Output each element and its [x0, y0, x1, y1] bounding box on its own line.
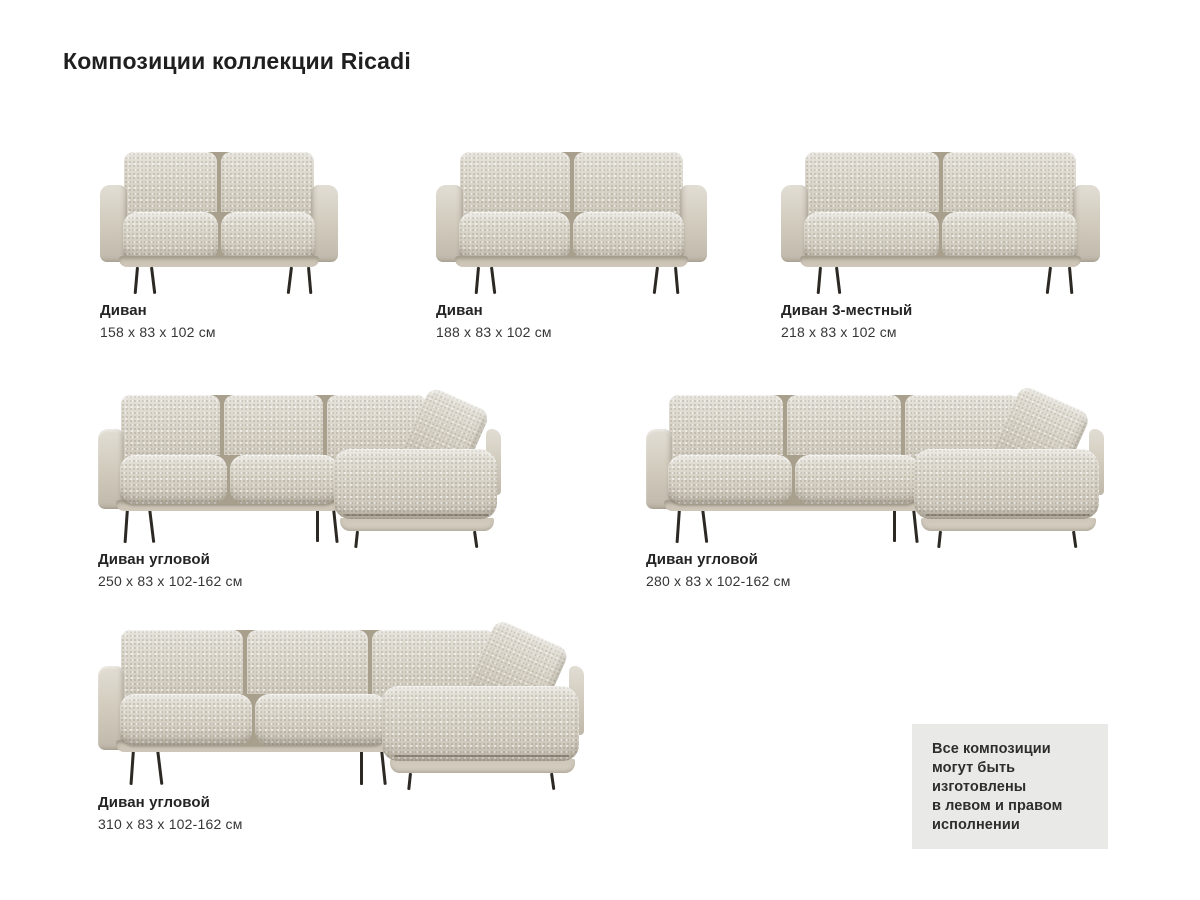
chaise-leg — [354, 531, 359, 548]
armrest-right — [680, 185, 707, 262]
seat-cushions — [120, 694, 387, 745]
sofa-image — [100, 150, 338, 294]
chaise-seam — [394, 755, 569, 757]
seat-cushions — [668, 455, 919, 504]
product-dimensions: 218 x 83 x 102 см — [781, 324, 897, 340]
seat-cushion — [123, 212, 218, 261]
product-card-corner-310 — [98, 628, 584, 832]
sofa-leg — [1068, 267, 1073, 294]
product-dimensions: 280 x 83 x 102-162 см — [646, 573, 791, 589]
sofa-leg — [474, 267, 479, 294]
chaise-seat — [382, 686, 579, 760]
sofa-leg — [674, 267, 679, 294]
seat-cushions — [120, 455, 338, 504]
note-box — [912, 724, 1108, 849]
chaise-base — [921, 518, 1096, 532]
product-name: Диван угловой — [646, 551, 758, 568]
product-dimensions: 188 x 83 x 102 см — [436, 324, 552, 340]
seat-cushion — [942, 212, 1077, 261]
chaise-base — [390, 759, 576, 773]
sofa-leg — [817, 267, 822, 294]
chaise-seam — [925, 514, 1090, 516]
page-title: Композиции коллекции Ricadi — [63, 48, 411, 74]
product-dimensions: 310 x 83 x 102-162 см — [98, 816, 243, 832]
product-label — [98, 551, 501, 589]
product-label — [436, 302, 707, 340]
sofa-leg — [150, 267, 156, 294]
sofa-leg — [316, 508, 319, 543]
seat-cushion — [255, 694, 387, 745]
sofa-leg — [360, 749, 363, 785]
seat-cushion — [795, 455, 919, 504]
chaise-leg — [937, 531, 942, 548]
chaise-seat — [334, 449, 497, 520]
chaise-leg — [407, 773, 412, 791]
seat-cushions — [804, 212, 1077, 261]
note-text-line: в левом и правом — [932, 798, 1063, 814]
product-dimensions: 250 x 83 x 102-162 см — [98, 573, 243, 589]
product-card-sofa-188 — [436, 150, 707, 340]
sofa-leg — [701, 508, 708, 543]
chaise-seat — [914, 449, 1100, 520]
product-name: Диван угловой — [98, 794, 210, 811]
sofa-base — [455, 256, 688, 267]
product-card-sofa-158 — [100, 150, 338, 340]
sofa-image — [436, 150, 707, 294]
sofa-leg — [676, 508, 681, 543]
corner-sofa-image — [646, 393, 1104, 543]
seat-cushion — [230, 455, 337, 504]
product-label — [100, 302, 338, 340]
sofa-leg — [652, 267, 658, 294]
seat-cushions — [123, 212, 315, 261]
chaise-base — [340, 518, 494, 532]
seat-cushion — [573, 212, 684, 261]
seat-cushion — [120, 455, 227, 504]
chaise-seam — [344, 514, 489, 516]
sofa-leg — [129, 749, 135, 785]
sofa-leg — [835, 267, 841, 294]
product-name: Диван угловой — [98, 551, 210, 568]
product-label — [781, 302, 1100, 340]
armrest-right — [311, 185, 338, 262]
seat-cushion — [120, 694, 252, 745]
corner-sofa-image — [98, 628, 584, 786]
chaise-leg — [473, 531, 478, 548]
corner-sofa-image — [98, 393, 501, 543]
note-text-line: исполнении — [932, 817, 1020, 833]
sofa-image — [781, 150, 1100, 294]
note-text-line: могут быть изготовлены — [932, 760, 1027, 795]
seat-cushion — [221, 212, 316, 261]
product-name: Диван — [436, 302, 483, 319]
note-text-line: Все композиции — [932, 741, 1051, 757]
sofa-leg — [1046, 267, 1052, 294]
sofa-leg — [148, 508, 155, 543]
product-card-corner-280 — [646, 393, 1104, 589]
product-card-corner-250 — [98, 393, 501, 589]
product-card-sofa-218 — [781, 150, 1100, 340]
sofa-base — [800, 256, 1081, 267]
armrest-right — [1073, 185, 1100, 262]
chaise-leg — [1072, 531, 1077, 548]
seat-cushions — [459, 212, 684, 261]
seat-cushion — [459, 212, 570, 261]
chaise-leg — [550, 773, 555, 791]
sofa-leg — [490, 267, 496, 294]
sofa-leg — [156, 749, 163, 785]
product-name: Диван 3-местный — [781, 302, 913, 319]
product-label — [646, 551, 1104, 589]
seat-cushion — [804, 212, 939, 261]
sofa-leg — [133, 267, 138, 294]
sofa-leg — [307, 267, 312, 294]
sofa-leg — [287, 267, 293, 294]
sofa-leg — [893, 508, 896, 543]
seat-cushion — [668, 455, 792, 504]
sofa-leg — [124, 508, 129, 543]
product-label — [98, 794, 584, 832]
sofa-base — [119, 256, 319, 267]
product-dimensions: 158 x 83 x 102 см — [100, 324, 216, 340]
product-name: Диван — [100, 302, 147, 319]
